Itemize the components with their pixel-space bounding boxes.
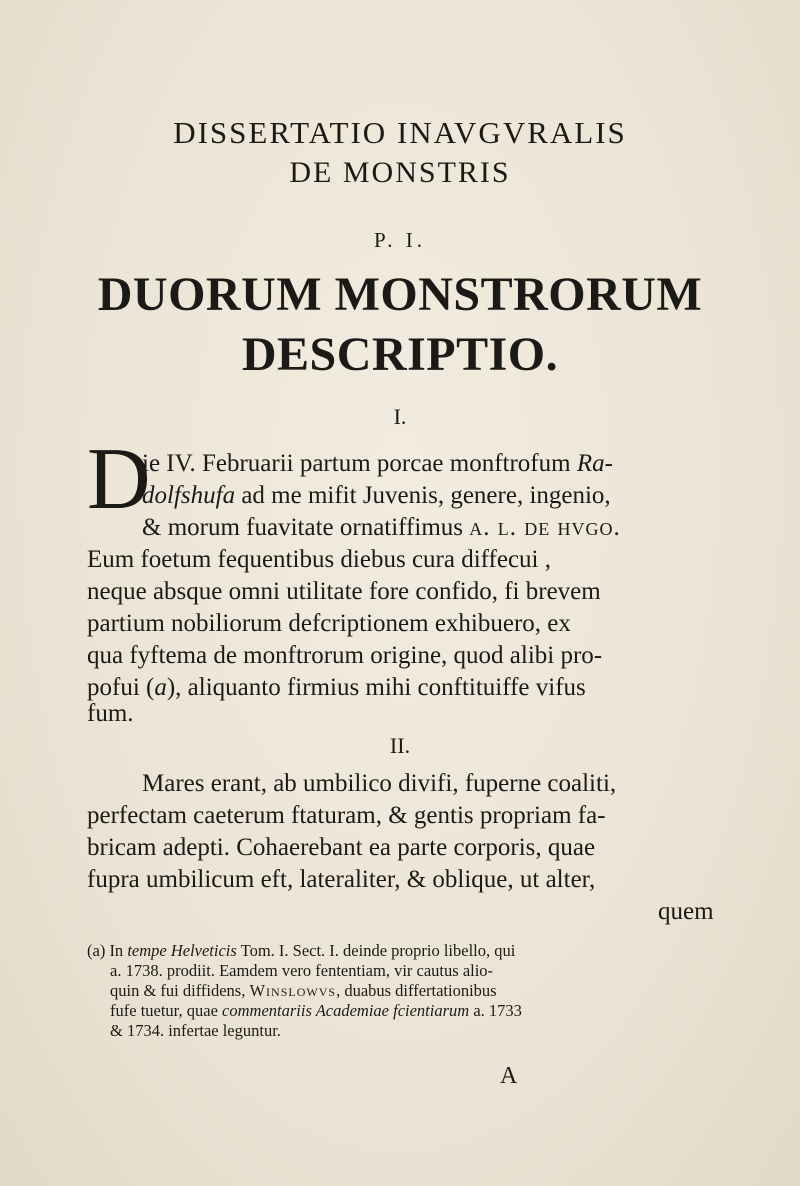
- footnote-line-1: (a) In tempe Helveticis Tom. I. Sect. I. deinde proprio libello, qui: [87, 941, 516, 960]
- s1-line-3: & morum fuavitate ornatiffimus a. l. de hvgo.: [142, 514, 621, 541]
- dissertation-heading: DISSERTATIO INAVGVRALIS: [173, 115, 627, 150]
- footnote-line-2: a. 1738. prodiit. Eamdem vero fententiam, vir cautus alio-: [110, 961, 494, 980]
- s1-line-1: ie IV. Februarii partum porcae monftrofum Ra-: [142, 450, 613, 477]
- catchword: quem: [658, 898, 714, 925]
- s2-line-2: perfectam caeterum ftaturam, & gentis propriam fa-: [87, 802, 606, 829]
- drop-cap: D: [87, 431, 151, 528]
- s1-line-5: neque absque omni utilitate fore confido, fi brevem: [87, 578, 601, 605]
- section-number-2: II.: [389, 733, 411, 758]
- signature-mark: A: [500, 1063, 518, 1089]
- footnote-line-5: & 1734. infertae leguntur.: [110, 1021, 281, 1040]
- s1-line-8: pofui (a), aliquanto firmius mihi conftituiffe vifus: [87, 674, 586, 701]
- dissertation-subheading: DE MONSTRIS: [289, 156, 511, 189]
- s2-line-3: bricam adepti. Cohaerebant ea parte corporis, quae: [87, 834, 596, 861]
- chapter-title-line-1: DUORUM MONSTRORUM: [97, 268, 703, 321]
- s1-line-9: fum.: [87, 700, 134, 727]
- part-marker: P. I.: [373, 228, 427, 252]
- section-number-1: I.: [393, 404, 407, 429]
- chapter-title-line-2: DESCRIPTIO.: [241, 328, 559, 381]
- s1-line-2: dolfshufa ad me mifit Juvenis, genere, ingenio,: [142, 482, 611, 509]
- footnote-line-4: fufe tuetur, quae commentariis Academiae fcientiarum a. 1733: [110, 1001, 522, 1020]
- footnote-line-3: quin & fui diffidens, Winslowvs, duabus differtationibus: [110, 981, 497, 1000]
- s2-line-1: Mares erant, ab umbilico divifi, fuperne coaliti,: [142, 770, 617, 797]
- s1-line-6: partium nobiliorum defcriptionem exhibuero, ex: [87, 610, 571, 637]
- s2-line-4: fupra umbilicum eft, lateraliter, & oblique, ut alter,: [87, 866, 596, 893]
- s1-line-7: qua fyftema de monftrorum origine, quod alibi pro-: [87, 642, 603, 669]
- s1-line-4: Eum foetum fequentibus diebus cura diffecui ,: [87, 546, 551, 573]
